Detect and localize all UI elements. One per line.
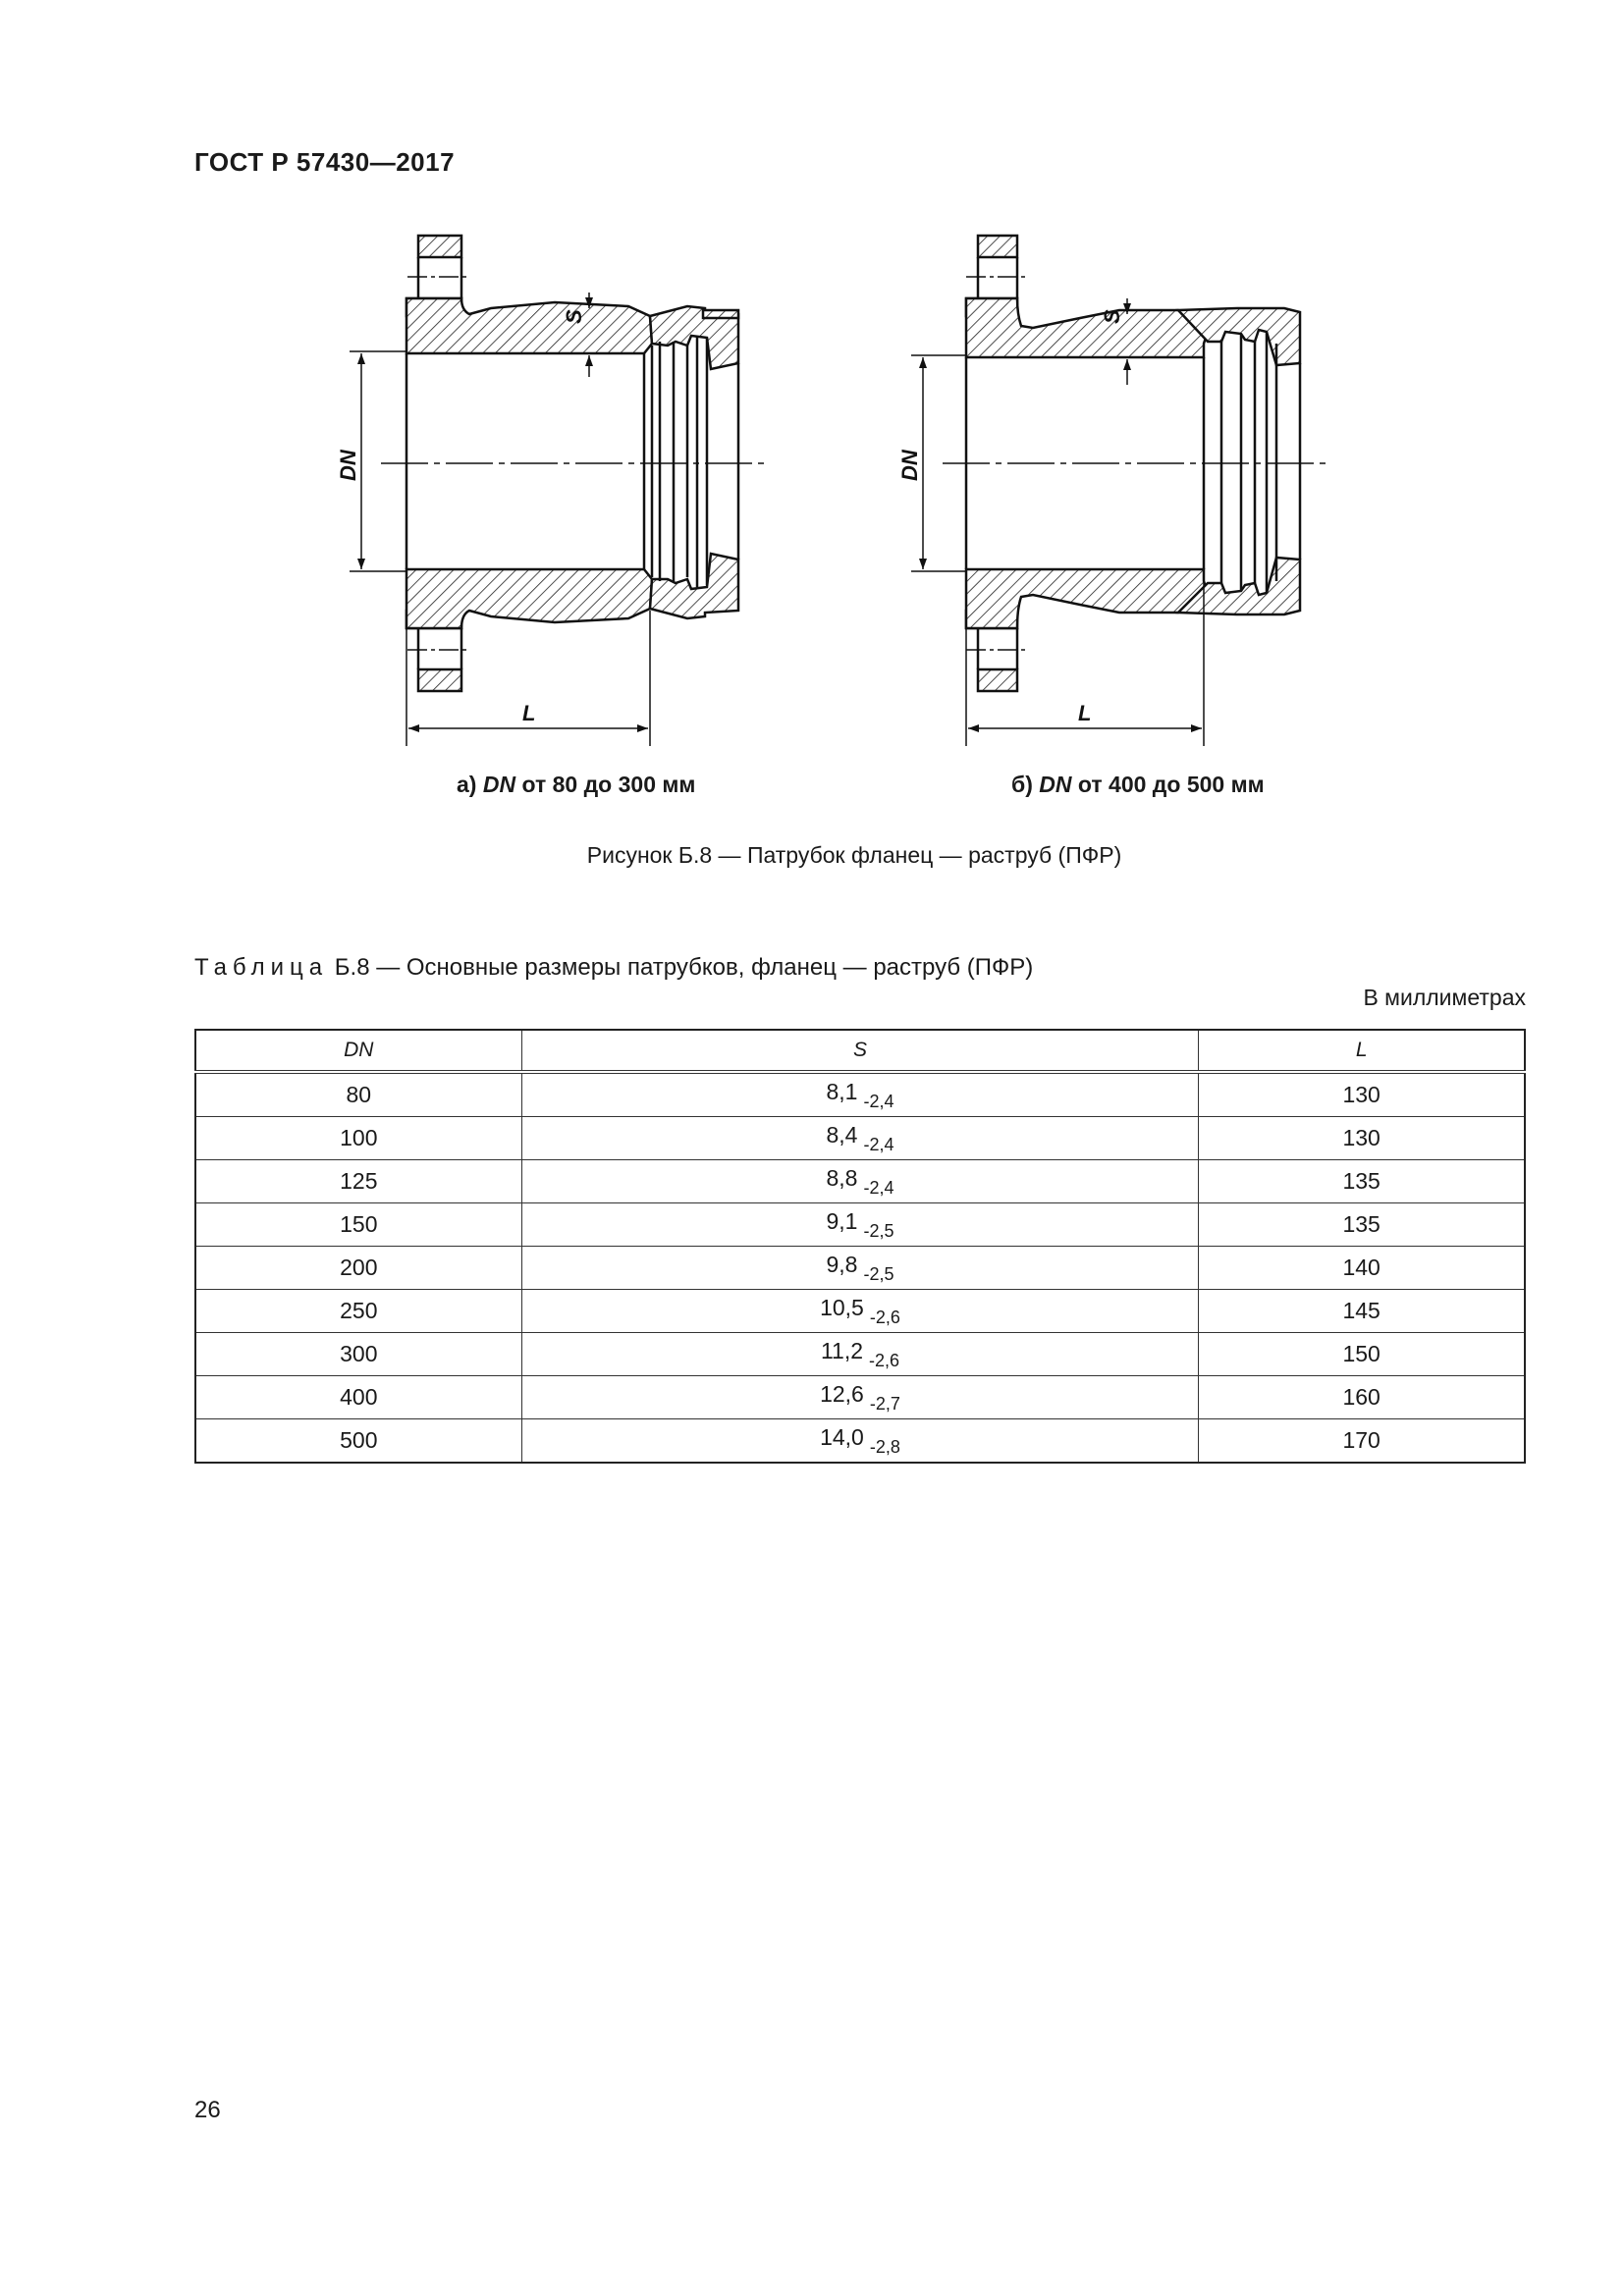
cell-dn: 200 [195,1247,521,1290]
subcaption-b-dn: DN [1039,772,1072,797]
cell-l: 170 [1199,1419,1525,1464]
cell-s-tolerance: -2,7 [869,1393,900,1414]
cell-dn: 300 [195,1333,521,1376]
cell-s [521,1290,1199,1333]
subcaption-a-prefix: а) [457,772,477,797]
cell-s-value: 8,1 [826,1078,858,1104]
table-row [195,1160,1525,1203]
table-row [195,1247,1525,1290]
table-row [195,1290,1525,1333]
label-dn-a: DN [336,450,360,481]
cell-dn: 500 [195,1419,521,1464]
cell-s-tolerance: -2,5 [863,1220,894,1241]
cell-l: 135 [1199,1203,1525,1247]
cell-l: 145 [1199,1290,1525,1333]
table-row [195,1376,1525,1419]
subcaption-b [1011,772,1265,798]
subcaption-a-dn: DN [482,772,516,797]
dimensions-table [194,1029,1526,1464]
label-dn-b: DN [897,450,922,481]
table-row [195,1333,1525,1376]
table-row [195,1072,1525,1117]
subcaption-b-text: от 400 до 500 мм [1077,772,1265,797]
table-title [194,954,1033,982]
label-s-a: S [562,309,586,324]
cell-l: 135 [1199,1160,1525,1203]
header-dn: DN [195,1030,521,1072]
cell-s-tolerance: -2,4 [863,1177,894,1198]
cell-s [521,1160,1199,1203]
cell-s [521,1247,1199,1290]
cell-s-value: 14,0 [820,1423,864,1450]
subcaption-a-text: от 80 до 300 мм [521,772,696,797]
cell-s-value: 11,2 [820,1337,863,1363]
cell-l: 160 [1199,1376,1525,1419]
label-l-b: L [1078,701,1092,725]
subcaption-b-prefix: б) [1011,772,1033,797]
standard-header: ГОСТ Р 57430—2017 [194,147,456,177]
cell-dn: 250 [195,1290,521,1333]
table-row [195,1117,1525,1160]
cell-s-value: 10,5 [820,1294,864,1320]
cell-dn: 80 [195,1072,521,1117]
header-s: S [521,1030,1199,1072]
subcaption-a [457,772,695,798]
cell-s-tolerance: -2,8 [869,1436,900,1457]
cell-s-tolerance: -2,4 [863,1134,894,1154]
cell-l: 150 [1199,1333,1525,1376]
cell-s-value: 9,1 [826,1207,858,1234]
cell-s-tolerance: -2,6 [869,1350,900,1370]
cell-s-tolerance: -2,4 [863,1091,894,1111]
cell-l: 130 [1199,1117,1525,1160]
label-s-b: S [1100,309,1124,324]
cell-s [521,1333,1199,1376]
table-row [195,1419,1525,1464]
cell-dn: 125 [195,1160,521,1203]
table-units: В миллиметрах [1363,985,1526,1010]
cell-dn: 100 [195,1117,521,1160]
label-l-a: L [522,701,536,725]
cell-l: 130 [1199,1072,1525,1117]
cell-s-value: 8,4 [826,1121,858,1148]
table-title-text: Б.8 — Основные размеры патрубков, фланец — раструб (ПФР) [334,954,1034,981]
cell-s-value: 12,6 [820,1380,864,1407]
cell-dn: 150 [195,1203,521,1247]
cell-s [521,1117,1199,1160]
cell-s-tolerance: -2,6 [869,1307,900,1327]
table-label: Таблица [194,954,329,981]
cell-dn: 400 [195,1376,521,1419]
page-number: 26 [194,2097,221,2123]
cell-s-value: 8,8 [826,1164,858,1191]
cell-s [521,1072,1199,1117]
cell-s [521,1419,1199,1464]
cell-s-tolerance: -2,5 [863,1263,894,1284]
cell-s [521,1376,1199,1419]
table-row [195,1203,1525,1247]
cell-s [521,1203,1199,1247]
table-header-row [195,1030,1525,1072]
figure-caption: Рисунок Б.8 — Патрубок фланец — раструб (ПФР) [586,842,1122,868]
cell-l: 140 [1199,1247,1525,1290]
fitting-drawings [295,216,1414,766]
header-l: L [1199,1030,1525,1072]
cell-s-value: 9,8 [826,1251,858,1277]
